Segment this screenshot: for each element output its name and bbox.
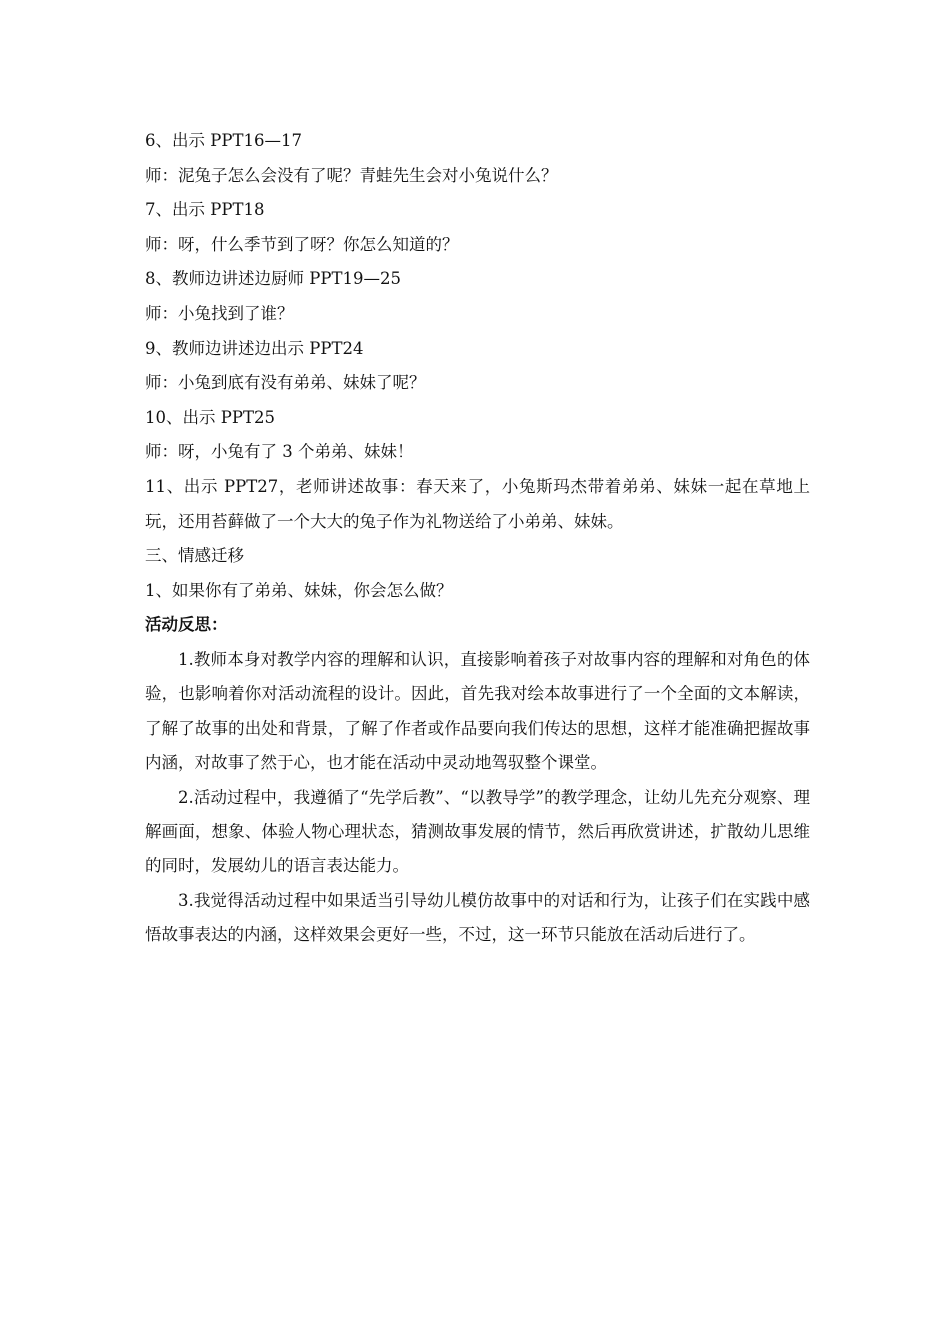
teacher-question-line: 师：泥兔子怎么会没有了呢？青蛙先生会对小兔说什么？ (145, 165, 558, 185)
reflection-heading: 活动反思： (145, 615, 228, 635)
step-7-line: 7、出示 PPT18 (145, 200, 265, 220)
step-11-paragraph: 11、出示 PPT27，老师讲述故事：春天来了，小兔斯玛杰带着弟弟、妹妹一起在草地上玩，还用苔藓做了一个大大的兔子作为礼物送给了小弟弟、妹妹。 (145, 476, 810, 531)
reflection-paragraph-1: 1.教师本身对教学内容的理解和认识，直接影响着孩子对故事内容的理解和对角色的体验，也影响着你对活动流程的设计。因此，首先我对绘本故事进行了一个全面的文本解读，了解了故事的出处和背景，了解了作者或作品要向我们传达的思想，这样才能准确把握故事内涵，对故事了然于心，也才能在活动中灵动地驾驭整个课堂。 (145, 649, 810, 773)
reflection-paragraph-2: 2.活动过程中，我遵循了“先学后教”、“以教导学”的教学理念，让幼儿先充分观察、理解画面，想象、体验人物心理状态，猜测故事发展的情节，然后再欣赏讲述，扩散幼儿思维的同时，发展幼儿的语言表达能力。 (145, 787, 810, 876)
teacher-question-line: 师：小兔到底有没有弟弟、妹妹了呢？ (145, 373, 426, 393)
step-8-line: 8、教师边讲述边厨师 PPT19—25 (145, 269, 401, 289)
reflection-paragraph-3: 3.我觉得活动过程中如果适当引导幼儿模仿故事中的对话和行为，让孩子们在实践中感悟故事表达的内涵，这样效果会更好一些，不过，这一环节只能放在活动后进行了。 (145, 890, 810, 945)
teacher-question-line: 师：呀，什么季节到了呀？你怎么知道的？ (145, 234, 459, 254)
teacher-question-line: 师：呀，小兔有了 3 个弟弟、妹妹！ (145, 442, 414, 462)
teacher-question-line: 师：小兔找到了谁？ (145, 303, 294, 323)
section-3-question: 1、如果你有了弟弟、妹妹，你会怎么做？ (145, 580, 453, 600)
section-3-heading: 三、情感迁移 (145, 546, 244, 566)
step-10-line: 10、出示 PPT25 (145, 407, 275, 427)
step-6-line: 6、出示 PPT16—17 (145, 131, 302, 150)
step-9-line: 9、教师边讲述边出示 PPT24 (145, 338, 364, 358)
document-body (145, 124, 810, 953)
